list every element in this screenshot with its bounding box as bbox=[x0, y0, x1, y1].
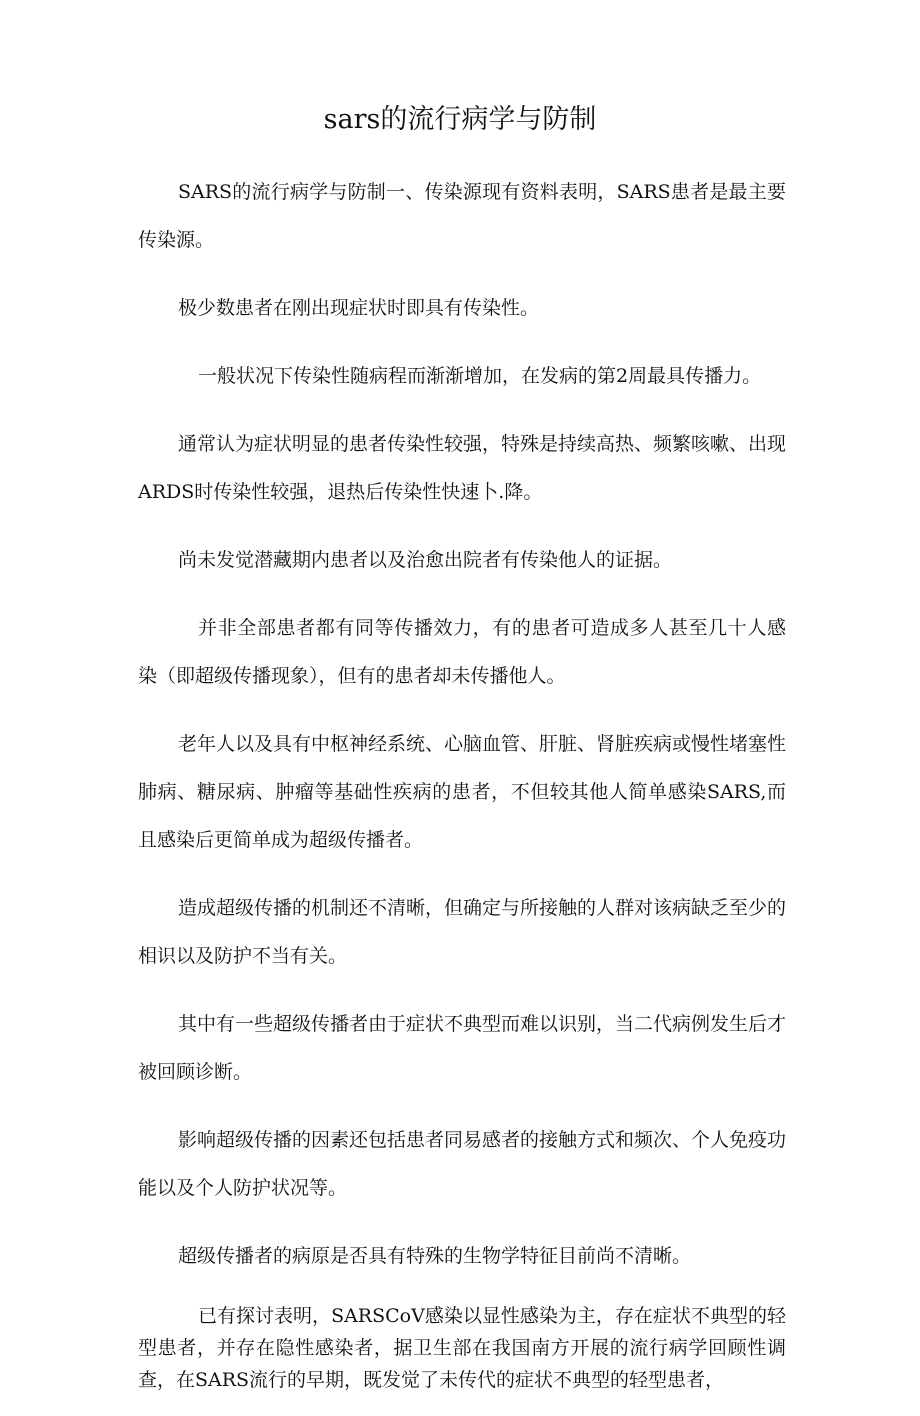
paragraph-9: 其中有一些超级传播者由于症状不典型而难以识别，当二代病例发生后才被回顾诊断。 bbox=[138, 1013, 787, 1083]
paragraph-11: 超级传播者的病原是否具有特殊的生物学特征目前尚不清晰。 bbox=[178, 1245, 692, 1267]
paragraph-1: SARS的流行病学与防制一、传染源现有资料表明，SARS患者是最主要传染源。 bbox=[138, 181, 786, 251]
paragraph-8: 造成超级传播的机制还不清晰，但确定与所接触的人群对该病缺乏至少的相识以及防护不当有关。 bbox=[138, 897, 787, 967]
paragraph-2: 极少数患者在刚出现症状时即具有传染性。 bbox=[178, 297, 540, 319]
paragraph-4: 通常认为症状明显的患者传染性较强，特殊是持续高热、频繁咳嗽、出现ARDS时传染性较强，退热后传染性快速卜.降。 bbox=[138, 433, 787, 503]
paragraph-7: 老年人以及具有中枢神经系统、心脑血管、肝脏、肾脏疾病或慢性堵塞性肺病、糖尿病、肿瘤等基础性疾病的患者，不但较其他人简单感染SARS,而且感染后更简单成为超级传播者。 bbox=[138, 733, 787, 851]
paragraph-3: 一般状况下传染性随病程而渐渐增加，在发病的第2周最具传播力。 bbox=[198, 365, 762, 387]
paragraph-5: 尚未发觉潜藏期内患者以及治愈出院者有传染他人的证据。 bbox=[178, 549, 673, 571]
paragraph-10: 影响超级传播的因素还包括患者同易感者的接触方式和频次、个人免疫功能以及个人防护状况等。 bbox=[138, 1129, 787, 1199]
document-body bbox=[138, 168, 786, 1416]
paragraph-12: 已有探讨表明，SARSCoV感染以显性感染为主，存在症状不典型的轻型患者，并存在隐性感染者，据卫生部在我国南方开展的流行病学回顾性调查，在SARS流行的早期，既发觉了未传代的症状不典型的轻型患者， bbox=[138, 1305, 786, 1391]
paragraph-6: 并非全部患者都有同等传播效力，有的患者可造成多人甚至几十人感染（即超级传播现象），但有的患者却未传播他人。 bbox=[138, 617, 786, 687]
document-title: sars的流行病学与防制 bbox=[323, 104, 597, 135]
